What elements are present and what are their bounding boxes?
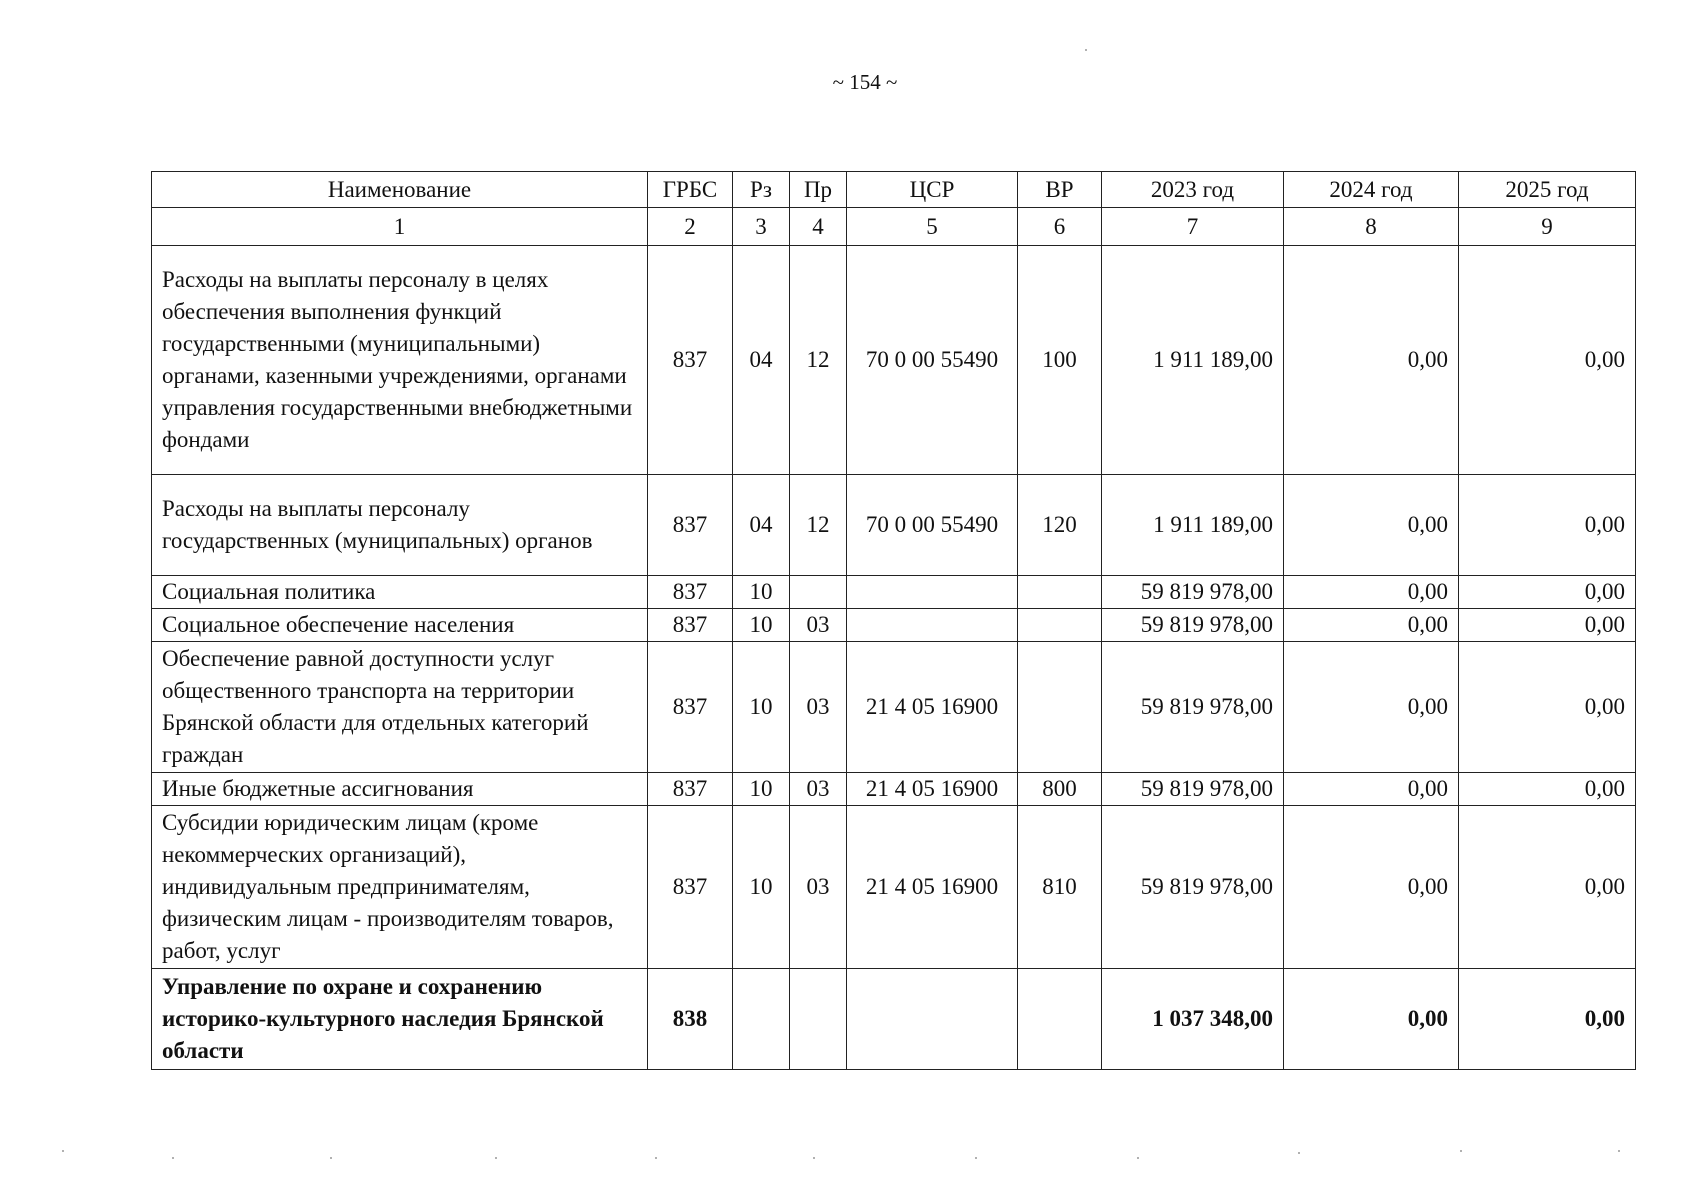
row-name: Социальное обеспечение населения xyxy=(152,609,648,642)
row-2023: 1 037 348,00 xyxy=(1102,969,1284,1070)
row-name: Управление по охране и сохранению историко-культурного наследия Брянской области xyxy=(152,969,648,1070)
row-vr: 120 xyxy=(1018,475,1102,576)
row-2023: 1 911 189,00 xyxy=(1102,246,1284,475)
table-row xyxy=(152,642,1636,773)
row-2023: 59 819 978,00 xyxy=(1102,806,1284,969)
row-vr xyxy=(1018,969,1102,1070)
scan-speck xyxy=(1460,1150,1462,1152)
scan-speck xyxy=(975,1157,977,1159)
row-2025: 0,00 xyxy=(1459,576,1636,609)
row-csr: 21 4 05 16900 xyxy=(847,806,1018,969)
row-rz xyxy=(733,969,790,1070)
row-grbs: 837 xyxy=(648,773,733,806)
row-rz: 04 xyxy=(733,246,790,475)
budget-table xyxy=(151,171,1636,1070)
row-csr: 70 0 00 55490 xyxy=(847,246,1018,475)
row-grbs: 837 xyxy=(648,246,733,475)
row-pr: 03 xyxy=(790,806,847,969)
row-csr: 21 4 05 16900 xyxy=(847,642,1018,773)
row-name: Расходы на выплаты персоналу в целях обеспечения выполнения функций государственными (муниципальными) органами, казенными учреждениями, органами управления государственными внебюджетными фондами xyxy=(152,246,648,475)
row-2023: 59 819 978,00 xyxy=(1102,576,1284,609)
row-csr xyxy=(847,609,1018,642)
row-2023: 59 819 978,00 xyxy=(1102,609,1284,642)
scan-speck xyxy=(1298,1152,1300,1154)
row-2025: 0,00 xyxy=(1459,806,1636,969)
row-rz: 04 xyxy=(733,475,790,576)
header-2023: 2023 год xyxy=(1102,172,1284,208)
row-2025: 0,00 xyxy=(1459,773,1636,806)
table-row xyxy=(152,969,1636,1070)
header-pr: Пр xyxy=(790,172,847,208)
row-2025: 0,00 xyxy=(1459,969,1636,1070)
header-name: Наименование xyxy=(152,172,648,208)
row-pr: 12 xyxy=(790,246,847,475)
header-csr: ЦСР xyxy=(847,172,1018,208)
row-pr: 03 xyxy=(790,609,847,642)
row-pr: 03 xyxy=(790,642,847,773)
row-name: Субсидии юридическим лицам (кроме некоммерческих организаций), индивидуальным предпринимателям, физическим лицам - производителям товаров, работ, услуг xyxy=(152,806,648,969)
column-number: 2 xyxy=(648,208,733,246)
row-grbs: 837 xyxy=(648,642,733,773)
row-vr: 800 xyxy=(1018,773,1102,806)
row-2024: 0,00 xyxy=(1284,773,1459,806)
column-number: 4 xyxy=(790,208,847,246)
header-rz: Рз xyxy=(733,172,790,208)
row-2025: 0,00 xyxy=(1459,609,1636,642)
scan-speck xyxy=(172,1157,174,1159)
row-pr: 03 xyxy=(790,773,847,806)
scan-speck xyxy=(495,1157,497,1159)
table-row xyxy=(152,773,1636,806)
column-number: 5 xyxy=(847,208,1018,246)
row-grbs: 837 xyxy=(648,806,733,969)
row-rz: 10 xyxy=(733,642,790,773)
row-vr xyxy=(1018,576,1102,609)
table-row xyxy=(152,475,1636,576)
scan-speck xyxy=(62,1150,64,1152)
page-number: ~ 154 ~ xyxy=(832,70,898,94)
row-2024: 0,00 xyxy=(1284,609,1459,642)
table-row xyxy=(152,806,1636,969)
row-grbs: 837 xyxy=(648,609,733,642)
column-number: 1 xyxy=(152,208,648,246)
row-csr xyxy=(847,969,1018,1070)
row-name: Обеспечение равной доступности услуг общественного транспорта на территории Брянской области для отдельных категорий граждан xyxy=(152,642,648,773)
row-vr: 810 xyxy=(1018,806,1102,969)
table-row xyxy=(152,609,1636,642)
row-grbs: 837 xyxy=(648,576,733,609)
column-number: 6 xyxy=(1018,208,1102,246)
row-name: Иные бюджетные ассигнования xyxy=(152,773,648,806)
scan-speck xyxy=(813,1157,815,1159)
scan-speck xyxy=(1085,49,1087,51)
row-pr xyxy=(790,576,847,609)
row-rz: 10 xyxy=(733,806,790,969)
row-csr: 70 0 00 55490 xyxy=(847,475,1018,576)
row-pr xyxy=(790,969,847,1070)
table-row xyxy=(152,576,1636,609)
row-2025: 0,00 xyxy=(1459,246,1636,475)
scan-speck xyxy=(1137,1157,1139,1159)
row-2023: 59 819 978,00 xyxy=(1102,773,1284,806)
row-pr: 12 xyxy=(790,475,847,576)
column-number-row xyxy=(152,208,1636,246)
row-2024: 0,00 xyxy=(1284,475,1459,576)
row-2023: 59 819 978,00 xyxy=(1102,642,1284,773)
header-2024: 2024 год xyxy=(1284,172,1459,208)
row-name: Расходы на выплаты персоналу государственных (муниципальных) органов xyxy=(152,475,648,576)
header-vr: ВР xyxy=(1018,172,1102,208)
row-csr xyxy=(847,576,1018,609)
row-2024: 0,00 xyxy=(1284,576,1459,609)
row-csr: 21 4 05 16900 xyxy=(847,773,1018,806)
column-number: 3 xyxy=(733,208,790,246)
row-2024: 0,00 xyxy=(1284,806,1459,969)
row-vr: 100 xyxy=(1018,246,1102,475)
row-2024: 0,00 xyxy=(1284,246,1459,475)
scan-speck xyxy=(1618,1150,1620,1152)
column-number: 8 xyxy=(1284,208,1459,246)
header-grbs: ГРБС xyxy=(648,172,733,208)
row-2024: 0,00 xyxy=(1284,969,1459,1070)
scan-speck xyxy=(330,1157,332,1159)
table-row xyxy=(152,246,1636,475)
row-2024: 0,00 xyxy=(1284,642,1459,773)
row-2023: 1 911 189,00 xyxy=(1102,475,1284,576)
scan-speck xyxy=(655,1157,657,1159)
row-2025: 0,00 xyxy=(1459,642,1636,773)
row-vr xyxy=(1018,609,1102,642)
row-grbs: 838 xyxy=(648,969,733,1070)
row-grbs: 837 xyxy=(648,475,733,576)
header-2025: 2025 год xyxy=(1459,172,1636,208)
row-rz: 10 xyxy=(733,773,790,806)
header-row xyxy=(152,172,1636,208)
row-rz: 10 xyxy=(733,609,790,642)
column-number: 9 xyxy=(1459,208,1636,246)
row-vr xyxy=(1018,642,1102,773)
row-rz: 10 xyxy=(733,576,790,609)
row-2025: 0,00 xyxy=(1459,475,1636,576)
row-name: Социальная политика xyxy=(152,576,648,609)
column-number: 7 xyxy=(1102,208,1284,246)
